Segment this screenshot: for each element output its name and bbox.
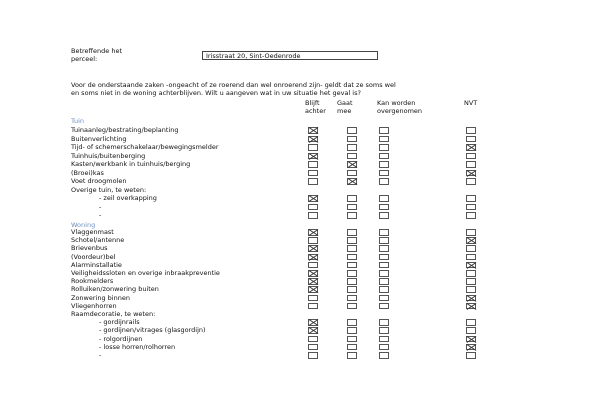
overgenomen-checkbox[interactable] xyxy=(379,352,389,359)
blijft-achter-checkbox[interactable] xyxy=(308,153,318,160)
blijft-achter-checkbox[interactable] xyxy=(308,178,318,185)
overgenomen-checkbox[interactable] xyxy=(379,319,389,326)
overgenomen-checkbox[interactable] xyxy=(379,144,389,151)
blijft-achter-checkbox[interactable] xyxy=(308,352,318,359)
nvt-checkbox[interactable] xyxy=(466,204,476,211)
checklist-row xyxy=(71,318,481,326)
gaat-mee-checkbox[interactable] xyxy=(347,344,357,351)
nvt-checkbox[interactable] xyxy=(466,127,476,134)
blijft-achter-checkbox[interactable] xyxy=(308,161,318,168)
col-header-overgenomen: overgenomen xyxy=(377,106,423,115)
gaat-mee-checkbox[interactable] xyxy=(347,245,357,252)
gaat-mee-checkbox[interactable] xyxy=(347,286,357,293)
checklist-row xyxy=(71,143,481,151)
checklist-row-label: Veiligheidssloten en overige inbraakpreventie xyxy=(71,269,220,277)
checklist-row xyxy=(71,343,481,351)
blijft-achter-checkbox[interactable] xyxy=(308,254,318,261)
blijft-achter-checkbox[interactable] xyxy=(308,170,318,177)
blijft-achter-checkbox[interactable] xyxy=(308,127,318,134)
checklist-row-label: Vliegenhorren xyxy=(71,301,117,310)
checklist-row-label: Buitenverlichting xyxy=(71,134,127,143)
blijft-achter-checkbox[interactable] xyxy=(308,212,318,219)
nvt-checkbox[interactable] xyxy=(466,245,476,252)
checklist-row xyxy=(71,126,481,134)
gaat-mee-checkbox[interactable] xyxy=(347,212,357,219)
nvt-checkbox[interactable] xyxy=(466,295,476,302)
checklist-row xyxy=(71,186,481,194)
checklist-row-label: Kasten/werkbank in tuinhuis/berging xyxy=(71,160,191,168)
col-header-achter: achter xyxy=(305,106,326,115)
nvt-checkbox[interactable] xyxy=(466,254,476,261)
checklist-row-label: Brievenbus xyxy=(71,244,108,253)
nvt-checkbox[interactable] xyxy=(466,270,476,277)
checklist-row-label: Alarminstallatie xyxy=(71,260,122,269)
gaat-mee-checkbox[interactable] xyxy=(347,153,357,160)
gaat-mee-checkbox[interactable] xyxy=(347,144,357,151)
parcel-label-line2: perceel: xyxy=(71,55,98,63)
col-header-kan-worden: Kan worden xyxy=(377,99,416,107)
checklist-row xyxy=(71,135,481,143)
checklist-row-label: - rolgordijnen xyxy=(99,334,143,343)
blijft-achter-checkbox[interactable] xyxy=(308,195,318,202)
overgenomen-checkbox[interactable] xyxy=(379,229,389,236)
question-line1: Voor de onderstaande zaken -ongeacht of ze roerend dan wel onroerend zijn- geldt dat ze soms wel xyxy=(71,81,396,89)
checklist-row-label: (Voordeur)bel xyxy=(71,252,116,261)
gaat-mee-checkbox[interactable] xyxy=(347,229,357,236)
overgenomen-checkbox[interactable] xyxy=(379,327,389,334)
col-header-mee: mee xyxy=(337,106,352,115)
checklist-row-label: - xyxy=(99,211,102,219)
question-line2: en soms niet in de woning achterblijven. Wilt u aangeven wat in uw situatie het geval is? xyxy=(71,89,361,97)
blijft-achter-checkbox[interactable] xyxy=(308,295,318,302)
checklist-row-label: - losse horren/rolhorren xyxy=(99,342,176,351)
blijft-achter-checkbox[interactable] xyxy=(308,336,318,343)
checklist-row xyxy=(71,335,481,343)
blijft-achter-checkbox[interactable] xyxy=(308,262,318,269)
checklist-row-label: Tijd- of schemerschakelaar/bewegingsmelder xyxy=(71,143,219,151)
overgenomen-checkbox[interactable] xyxy=(379,178,389,185)
checklist-row xyxy=(71,302,481,310)
section-title-woning: Woning xyxy=(71,221,96,229)
overgenomen-checkbox[interactable] xyxy=(379,161,389,168)
nvt-checkbox[interactable] xyxy=(466,319,476,326)
nvt-checkbox[interactable] xyxy=(466,153,476,160)
parcel-label-line1: Betreffende het xyxy=(71,47,122,55)
blijft-achter-checkbox[interactable] xyxy=(308,144,318,151)
nvt-checkbox[interactable] xyxy=(466,278,476,285)
checklist-row xyxy=(71,228,481,236)
overgenomen-checkbox[interactable] xyxy=(379,344,389,351)
checklist-row xyxy=(71,244,481,252)
blijft-achter-checkbox[interactable] xyxy=(308,286,318,293)
blijft-achter-checkbox[interactable] xyxy=(308,136,318,143)
nvt-checkbox[interactable] xyxy=(466,144,476,151)
nvt-checkbox[interactable] xyxy=(466,344,476,351)
checklist-row-label: - gordijnrails xyxy=(99,318,140,327)
checklist-row xyxy=(71,277,481,285)
gaat-mee-checkbox[interactable] xyxy=(347,195,357,202)
nvt-checkbox[interactable] xyxy=(466,229,476,236)
gaat-mee-checkbox[interactable] xyxy=(347,237,357,244)
gaat-mee-checkbox[interactable] xyxy=(347,319,357,326)
overgenomen-checkbox[interactable] xyxy=(379,136,389,143)
checklist-row-label: (Broei)kas xyxy=(71,168,104,177)
blijft-achter-checkbox[interactable] xyxy=(308,319,318,326)
checklist-row xyxy=(71,253,481,261)
checklist-row xyxy=(71,169,481,177)
section-title-tuin: Tuin xyxy=(71,117,85,125)
overgenomen-checkbox[interactable] xyxy=(379,270,389,277)
checklist-row-label: - gordijnen/vitrages (glasgordijn) xyxy=(99,326,206,335)
overgenomen-checkbox[interactable] xyxy=(379,303,389,310)
nvt-checkbox[interactable] xyxy=(466,195,476,202)
checklist-row-label: Tuinhuis/buitenberging xyxy=(71,151,146,160)
blijft-achter-checkbox[interactable] xyxy=(308,344,318,351)
checklist-row xyxy=(71,269,481,277)
nvt-checkbox[interactable] xyxy=(466,327,476,334)
gaat-mee-checkbox[interactable] xyxy=(347,204,357,211)
overgenomen-checkbox[interactable] xyxy=(379,262,389,269)
gaat-mee-checkbox[interactable] xyxy=(347,161,357,168)
nvt-checkbox[interactable] xyxy=(466,161,476,168)
blijft-achter-checkbox[interactable] xyxy=(308,278,318,285)
nvt-checkbox[interactable] xyxy=(466,352,476,359)
overgenomen-checkbox[interactable] xyxy=(379,245,389,252)
parcel-address-field[interactable]: Irisstraat 20, Sint-Oedenrode xyxy=(202,51,378,60)
gaat-mee-checkbox[interactable] xyxy=(347,136,357,143)
checklist-row xyxy=(71,152,481,160)
checklist-row xyxy=(71,160,481,168)
nvt-checkbox[interactable] xyxy=(466,286,476,293)
overgenomen-checkbox[interactable] xyxy=(379,195,389,202)
checklist-row-label: - xyxy=(99,351,102,359)
checklist-row xyxy=(71,236,481,244)
checklist-row-label: - xyxy=(99,202,102,211)
overgenomen-checkbox[interactable] xyxy=(379,295,389,302)
overgenomen-checkbox[interactable] xyxy=(379,204,389,211)
checklist-row-label: Zonwering binnen xyxy=(71,293,130,302)
gaat-mee-checkbox[interactable] xyxy=(347,254,357,261)
checklist-row-label: Rolluiken/zonwering buiten xyxy=(71,285,159,294)
checklist-row-label: Schotel/antenne xyxy=(71,236,125,245)
nvt-checkbox[interactable] xyxy=(466,237,476,244)
col-header-nvt-label: NVT xyxy=(464,99,478,107)
blijft-achter-checkbox[interactable] xyxy=(308,245,318,252)
col-header-kan-worden-overgenomen xyxy=(377,100,422,115)
checklist-row-label: Rookmelders xyxy=(71,277,114,286)
overgenomen-checkbox[interactable] xyxy=(379,153,389,160)
overgenomen-checkbox[interactable] xyxy=(379,237,389,244)
col-header-nvt xyxy=(464,100,477,108)
checklist-row-label: Tuinaanleg/bestrating/beplanting xyxy=(71,126,179,134)
overgenomen-checkbox[interactable] xyxy=(379,286,389,293)
nvt-checkbox[interactable] xyxy=(466,303,476,310)
checklist-row xyxy=(71,310,481,318)
blijft-achter-checkbox[interactable] xyxy=(308,327,318,334)
parcel-label xyxy=(71,47,122,63)
gaat-mee-checkbox[interactable] xyxy=(347,270,357,277)
overgenomen-checkbox[interactable] xyxy=(379,254,389,261)
blijft-achter-checkbox[interactable] xyxy=(308,237,318,244)
col-header-blijft-achter xyxy=(305,100,326,115)
blijft-achter-checkbox[interactable] xyxy=(308,303,318,310)
gaat-mee-checkbox[interactable] xyxy=(347,170,357,177)
gaat-mee-checkbox[interactable] xyxy=(347,295,357,302)
checklist-row xyxy=(71,326,481,334)
gaat-mee-checkbox[interactable] xyxy=(347,127,357,134)
nvt-checkbox[interactable] xyxy=(466,212,476,219)
checklist-row xyxy=(71,177,481,185)
overgenomen-checkbox[interactable] xyxy=(379,127,389,134)
overgenomen-checkbox[interactable] xyxy=(379,336,389,343)
overgenomen-checkbox[interactable] xyxy=(379,278,389,285)
checklist-row xyxy=(71,211,481,219)
checklist-row xyxy=(71,194,481,202)
blijft-achter-checkbox[interactable] xyxy=(308,270,318,277)
overgenomen-checkbox[interactable] xyxy=(379,170,389,177)
gaat-mee-checkbox[interactable] xyxy=(347,352,357,359)
gaat-mee-checkbox[interactable] xyxy=(347,327,357,334)
blijft-achter-checkbox[interactable] xyxy=(308,229,318,236)
col-header-gaat-mee xyxy=(337,100,353,115)
checklist-row-label: - zeil overkapping xyxy=(99,194,157,202)
checklist-row xyxy=(71,294,481,302)
col-header-blijft: Blijft xyxy=(305,99,320,107)
nvt-checkbox[interactable] xyxy=(466,170,476,177)
checklist-row-label: Vlaggenmast xyxy=(71,228,114,236)
col-header-gaat: Gaat xyxy=(337,99,353,107)
gaat-mee-checkbox[interactable] xyxy=(347,178,357,185)
checklist-row-label: Overige tuin, te weten: xyxy=(71,185,147,194)
nvt-checkbox[interactable] xyxy=(466,336,476,343)
checklist-row xyxy=(71,261,481,269)
checklist-row-label: Voet droogmolen xyxy=(71,177,127,185)
checklist-row-label: Raamdecoratie, te weten: xyxy=(71,310,156,318)
gaat-mee-checkbox[interactable] xyxy=(347,278,357,285)
checklist-row xyxy=(71,203,481,211)
checklist-row xyxy=(71,351,481,359)
nvt-checkbox[interactable] xyxy=(466,136,476,143)
gaat-mee-checkbox[interactable] xyxy=(347,336,357,343)
gaat-mee-checkbox[interactable] xyxy=(347,262,357,269)
nvt-checkbox[interactable] xyxy=(466,178,476,185)
checklist-row xyxy=(71,285,481,293)
blijft-achter-checkbox[interactable] xyxy=(308,204,318,211)
nvt-checkbox[interactable] xyxy=(466,262,476,269)
gaat-mee-checkbox[interactable] xyxy=(347,303,357,310)
overgenomen-checkbox[interactable] xyxy=(379,212,389,219)
question-text xyxy=(71,81,396,97)
